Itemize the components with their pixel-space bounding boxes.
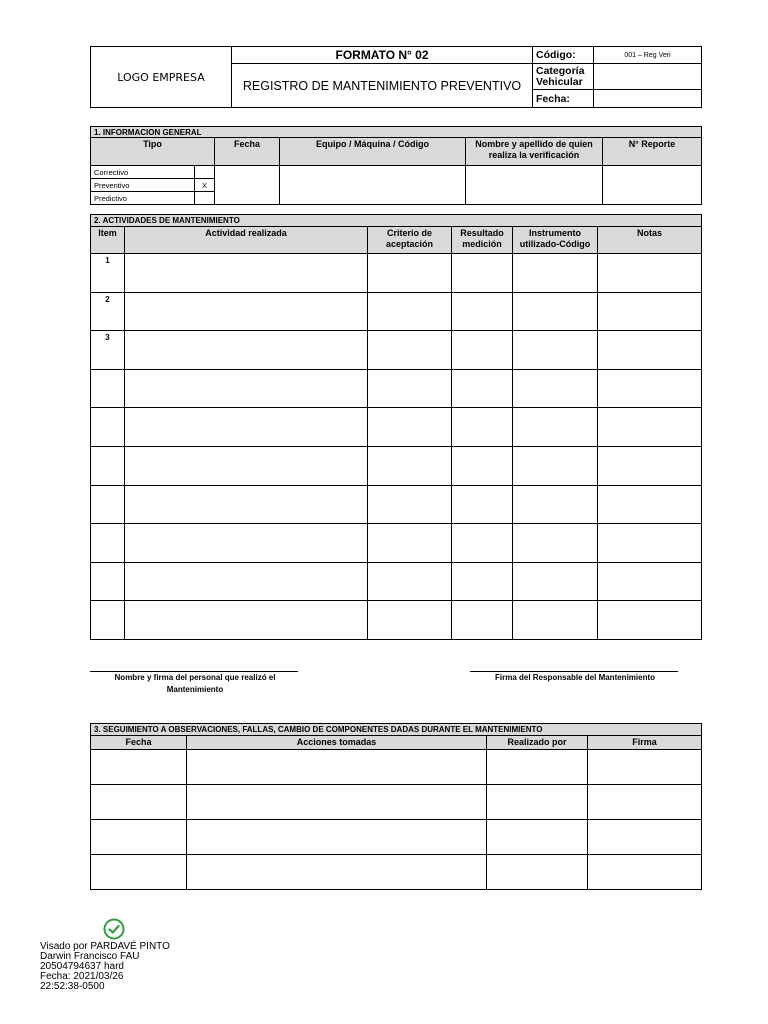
table-row [91, 331, 702, 370]
table-cell [598, 524, 702, 563]
table-cell [513, 524, 598, 563]
table-cell [513, 408, 598, 447]
col-equipo: Equipo / Máquina / Código [280, 138, 466, 166]
table-cell [513, 254, 598, 293]
table-row [91, 785, 702, 820]
header-table [90, 46, 702, 108]
table-cell [368, 369, 452, 408]
table-cell [125, 485, 368, 524]
type-mark [195, 166, 215, 179]
item-number [91, 446, 125, 485]
table-cell [598, 292, 702, 331]
table-row [91, 292, 702, 331]
col-notas: Notas [598, 227, 702, 254]
type-mark [195, 192, 215, 205]
table-cell [598, 446, 702, 485]
table-cell [368, 331, 452, 370]
fecha-cell [215, 166, 280, 205]
section2-title: 2. ACTIVIDADES DE MANTENIMIENTO [91, 215, 702, 227]
table-cell [368, 601, 452, 640]
col-instrumento: Instrumento utilizado-Código [513, 227, 598, 254]
table-cell [452, 292, 513, 331]
activities-table [90, 214, 702, 640]
item-number [91, 524, 125, 563]
col-acciones: Acciones tomadas [187, 736, 487, 750]
codigo-value: 001 – Reg Veri [594, 47, 702, 64]
table-cell [368, 562, 452, 601]
table-cell [598, 601, 702, 640]
stamp-line: 22:52:38-0500 [40, 981, 105, 992]
table-row [91, 446, 702, 485]
followup-table [90, 723, 702, 890]
table-cell [368, 408, 452, 447]
table-cell [513, 446, 598, 485]
table-row [91, 369, 702, 408]
table-cell [452, 408, 513, 447]
table-cell [452, 331, 513, 370]
table-cell [125, 408, 368, 447]
document-title: REGISTRO DE MANTENIMIENTO PREVENTIVO [232, 64, 533, 108]
item-number: 3 [91, 331, 125, 370]
item-number: 1 [91, 254, 125, 293]
table-row [91, 750, 702, 785]
col-fecha: Fecha [215, 138, 280, 166]
col-tipo: Tipo [91, 138, 215, 166]
table-cell [452, 601, 513, 640]
col-firma: Firma [588, 736, 702, 750]
equipo-cell [280, 166, 466, 205]
table-row [91, 254, 702, 293]
table-row [91, 408, 702, 447]
table-cell [598, 331, 702, 370]
company-logo-placeholder: LOGO EMPRESA [91, 47, 232, 108]
stamp-line: 20504794637 hard [40, 961, 124, 972]
item-number [91, 408, 125, 447]
table-cell [598, 485, 702, 524]
col-actividad: Actividad realizada [125, 227, 368, 254]
table-cell [452, 524, 513, 563]
table-cell [368, 254, 452, 293]
col-criterio: Criterio de aceptación [368, 227, 452, 254]
type-mark: X [195, 179, 215, 192]
table-cell [598, 562, 702, 601]
table-cell [125, 254, 368, 293]
stamp-line: Darwin Francisco FAU [40, 951, 140, 962]
fecha-label: Fecha: [533, 90, 594, 108]
table-row [91, 524, 702, 563]
col-item: Item [91, 227, 125, 254]
stamp-line: Fecha: 2021/03/26 [40, 971, 124, 982]
table-cell [598, 408, 702, 447]
table-cell [125, 562, 368, 601]
table-row [91, 485, 702, 524]
table-cell [125, 292, 368, 331]
table-cell [125, 524, 368, 563]
table-cell [452, 562, 513, 601]
table-cell [513, 331, 598, 370]
signature-stamp [40, 942, 170, 992]
table-cell [125, 331, 368, 370]
item-number [91, 485, 125, 524]
col-fecha3: Fecha [91, 736, 187, 750]
table-cell [125, 601, 368, 640]
table-cell [513, 369, 598, 408]
item-number [91, 369, 125, 408]
signature-label-left: Nombre y firma del personal que realizó el Mantenimiento [114, 673, 276, 694]
table-cell [368, 485, 452, 524]
table-cell [452, 369, 513, 408]
table-cell [513, 292, 598, 331]
type-label: Correctivo [91, 166, 195, 179]
table-cell [598, 254, 702, 293]
signature-label-right: Firma del Responsable del Mantenimiento [494, 673, 656, 682]
type-label: Predictivo [91, 192, 195, 205]
table-cell [368, 524, 452, 563]
reporte-cell [603, 166, 702, 205]
col-realizado: Realizado por [487, 736, 588, 750]
table-cell [513, 485, 598, 524]
table-cell [452, 254, 513, 293]
codigo-label: Código: [533, 47, 594, 64]
item-number: 2 [91, 292, 125, 331]
section3-title: 3. SEGUIMIENTO A OBSERVACIONES, FALLAS, CAMBIO DE COMPONENTES DADAS DURANTE EL MANTENIMIENTO [91, 724, 702, 736]
stamp-line: Visado por PARDAVÉ PINTO [40, 941, 170, 952]
fecha-value [594, 90, 702, 108]
check-circle-icon [103, 918, 125, 940]
table-row [91, 855, 702, 890]
type-label: Preventivo [91, 179, 195, 192]
table-cell [452, 485, 513, 524]
col-resultado: Resultado medición [452, 227, 513, 254]
table-cell [368, 292, 452, 331]
item-number [91, 562, 125, 601]
general-info-table [90, 126, 702, 205]
section1-title: 1. INFORMACION GENERAL [91, 127, 702, 138]
table-cell [125, 446, 368, 485]
col-reporte: N° Reporte [603, 138, 702, 166]
table-cell [598, 369, 702, 408]
table-cell [452, 446, 513, 485]
col-nombre: Nombre y apellido de quien realiza la verificación [466, 138, 603, 166]
table-row [91, 601, 702, 640]
table-row [91, 820, 702, 855]
categoria-label: Categoría Vehicular [533, 64, 594, 90]
item-number [91, 601, 125, 640]
nombre-cell [466, 166, 603, 205]
categoria-value [594, 64, 702, 90]
table-cell [513, 562, 598, 601]
table-cell [125, 369, 368, 408]
format-number: FORMATO N° 02 [232, 47, 533, 64]
table-row [91, 562, 702, 601]
table-cell [368, 446, 452, 485]
table-cell [513, 601, 598, 640]
